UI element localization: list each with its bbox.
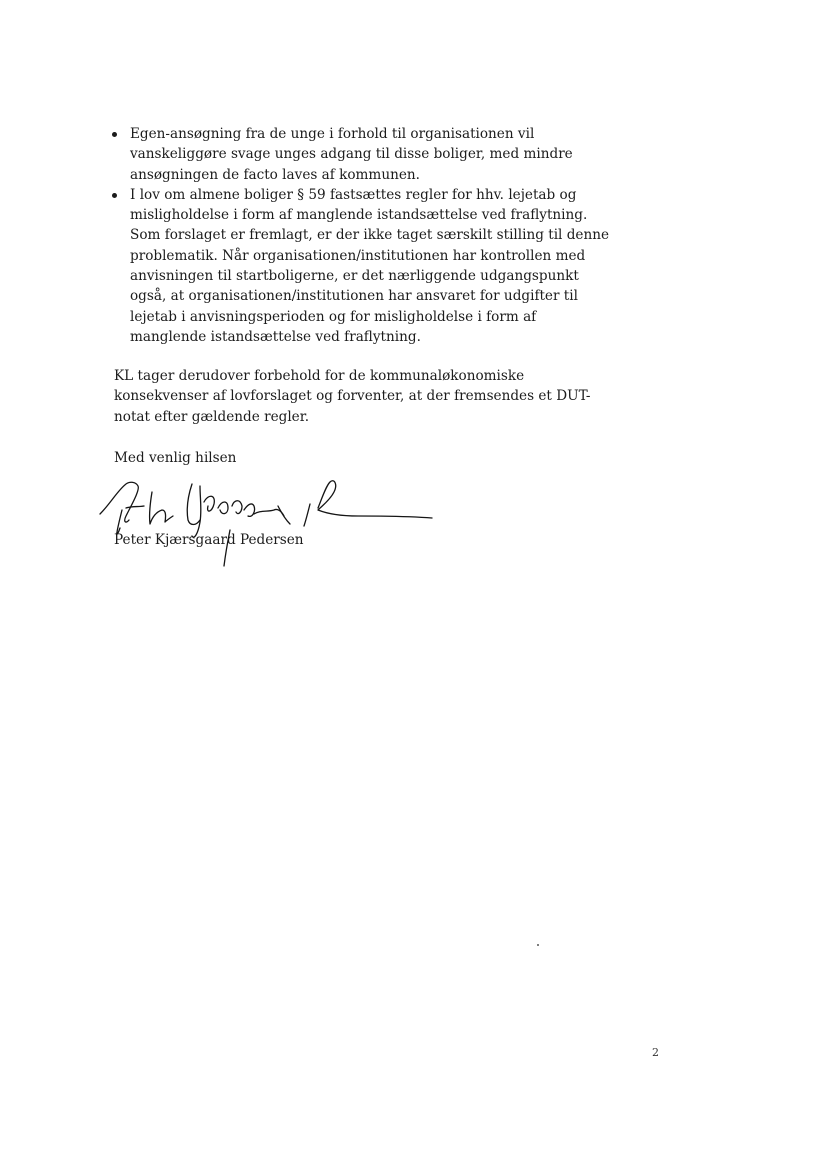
closing-paragraph: KL tager derudover forbehold for de kommunaløkonomiske konsekvenser af lovforslaget og forventer, at der fremsendes et DUT-notat efter gældende regler.: [114, 368, 591, 425]
list-item: [112, 124, 612, 185]
list-item: [112, 185, 612, 347]
bullet-list: [112, 124, 612, 347]
signatory-name: Peter Kjærsgaard Pedersen: [114, 532, 304, 548]
page-number: 2: [652, 1046, 659, 1059]
bullet-icon: [112, 132, 117, 137]
bullet-icon: [112, 193, 117, 198]
bullet-text: I lov om almene boliger § 59 fastsættes regler for hhv. lejetab og misligholdelse i form af manglende istandsættelse ved fraflytning. Som forslaget er fremlagt, er der ikke taget særskilt stilling til denne problematik. Når organisationen/institutionen har kontrollen med anvisningen til startboligerne, er det nærliggende udgangspunkt også, at organisationen/institutionen har ansvaret for udgifter til lejetab i anvisningsperioden og for misligholdelse i form af manglende istandsættelse ved fraflytning.: [130, 186, 610, 345]
bullet-text: Egen-ansøgning fra de unge i forhold til organisationen vil vanskeliggøre svage unges adgang til disse boliger, med mindre ansøgningen de facto laves af kommunen.: [130, 126, 573, 183]
scan-speck: [537, 944, 539, 946]
greeting: Med venlig hilsen: [114, 450, 237, 466]
handwritten-signature: [96, 476, 441, 571]
